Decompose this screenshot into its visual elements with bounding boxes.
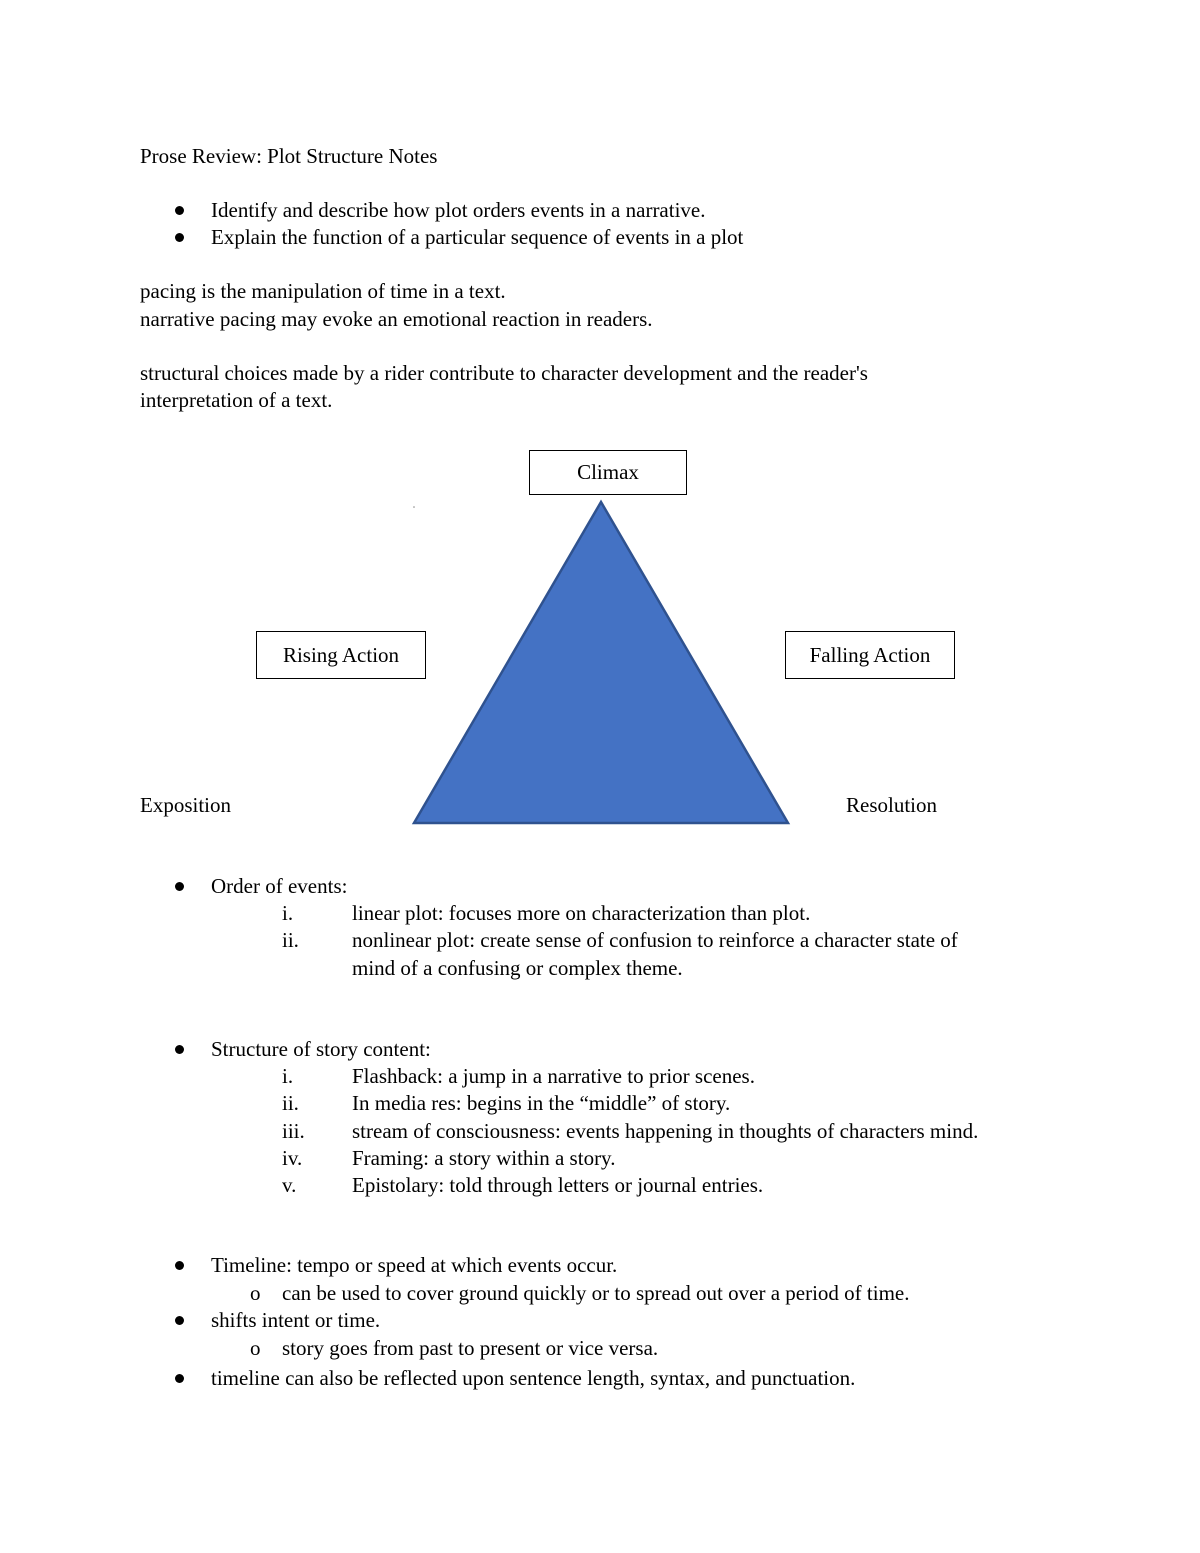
list-item: Flashback: a jump in a narrative to prior scenes. <box>352 1064 755 1088</box>
rising-action-box <box>256 631 426 679</box>
list-item: Framing: a story within a story. <box>352 1146 616 1170</box>
climax-box <box>529 450 687 495</box>
plot-triangle <box>414 502 788 823</box>
structural-line: structural choices made by a rider contribute to character development and the reader's <box>140 361 868 385</box>
bullet-icon <box>175 1316 184 1325</box>
list-item: stream of consciousness: events happening in thoughts of characters mind. <box>352 1119 979 1143</box>
list-item: Epistolary: told through letters or journal entries. <box>352 1173 764 1197</box>
list-number: iv. <box>282 1146 303 1170</box>
climax-label: Climax <box>577 460 639 484</box>
list-number: i. <box>282 901 294 925</box>
pacing-line: pacing is the manipulation of time in a text. <box>140 279 506 303</box>
timeline-item: Timeline: tempo or speed at which events occur. <box>211 1253 618 1277</box>
list-number: ii. <box>282 1091 299 1115</box>
timeline-subitem: story goes from past to present or vice versa. <box>282 1336 659 1360</box>
timeline-item: shifts intent or time. <box>211 1308 381 1332</box>
order-heading: Order of events: <box>211 874 348 898</box>
timeline-item: timeline can also be reflected upon sentence length, syntax, and punctuation. <box>211 1366 856 1390</box>
circle-bullet-icon: o <box>250 1281 261 1305</box>
timeline-subitem: can be used to cover ground quickly or to spread out over a period of time. <box>282 1281 910 1305</box>
bullet-icon <box>175 1045 184 1054</box>
list-number: i. <box>282 1064 294 1088</box>
stray-dot <box>413 506 415 508</box>
rising-action-label: Rising Action <box>282 642 400 667</box>
pacing-line: narrative pacing may evoke an emotional reaction in readers. <box>140 307 653 331</box>
bullet-icon <box>175 1261 184 1270</box>
list-item: In media res: begins in the “middle” of story. <box>352 1091 731 1115</box>
list-number: ii. <box>282 928 299 952</box>
bullet-icon <box>175 1374 184 1383</box>
bullet-icon <box>175 882 184 891</box>
list-item: linear plot: focuses more on characterization than plot. <box>352 901 811 925</box>
page-title: Prose Review: Plot Structure Notes <box>140 144 438 168</box>
circle-bullet-icon: o <box>250 1336 261 1360</box>
structure-heading: Structure of story content: <box>211 1037 431 1061</box>
list-number: iii. <box>282 1119 305 1143</box>
list-item: nonlinear plot: create sense of confusion to reinforce a character state of <box>352 928 958 952</box>
resolution-label: Resolution <box>846 793 938 817</box>
falling-action-box <box>785 631 955 679</box>
objective-item: Explain the function of a particular sequence of events in a plot <box>211 225 744 249</box>
falling-action-label: Falling Action <box>809 642 931 667</box>
list-item-continuation: mind of a confusing or complex theme. <box>352 956 683 980</box>
objective-item: Identify and describe how plot orders events in a narrative. <box>211 198 706 222</box>
exposition-label: Exposition <box>140 793 232 817</box>
list-number: v. <box>282 1173 297 1197</box>
structural-line: interpretation of a text. <box>140 388 333 412</box>
